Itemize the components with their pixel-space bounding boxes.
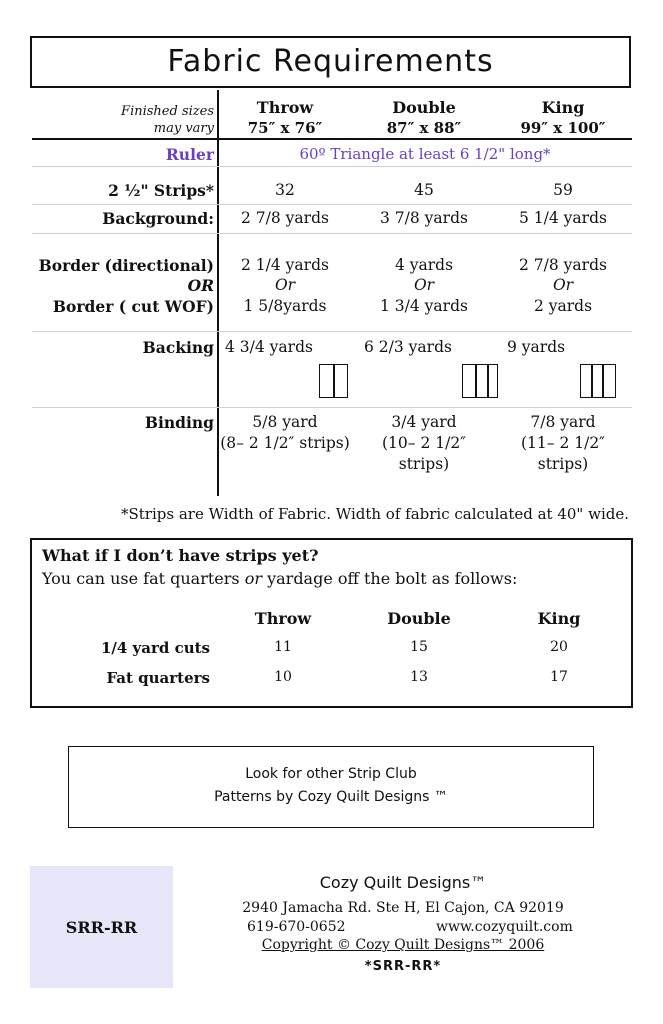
copyright-text: Copyright © Cozy Quilt Designs™ 2006 bbox=[261, 937, 545, 953]
binding-strips-throw: (8– 2 1/2″ strips) bbox=[220, 434, 350, 452]
column-header-throw: Throw bbox=[256, 98, 314, 117]
border-directional-label: Border (directional) bbox=[38, 256, 214, 275]
strips-double: 45 bbox=[414, 181, 434, 199]
strips-box-cell: 17 bbox=[550, 669, 568, 685]
promo-line1: Look for other Strip Club bbox=[245, 766, 417, 782]
sku-label: SRR-RR bbox=[65, 918, 138, 937]
backing-throw: 4 3/4 yards bbox=[225, 338, 313, 356]
strips-box-col-double: Double bbox=[387, 609, 451, 628]
strips-box-subtext-after: yardage off the bolt as follows: bbox=[262, 569, 518, 588]
border-directional-king: 2 7/8 yards bbox=[519, 256, 607, 274]
backing-panels-double-icon bbox=[462, 364, 498, 398]
barcode-text: *SRR-RR* bbox=[364, 959, 442, 974]
column-size-throw: 75″ x 76″ bbox=[247, 119, 323, 137]
title-box bbox=[30, 36, 631, 88]
border-or-throw: Or bbox=[274, 276, 296, 294]
company-phone: 619-670-0652 bbox=[247, 919, 346, 935]
page-title: Fabric Requirements bbox=[167, 44, 494, 79]
binding-label: Binding bbox=[144, 413, 214, 432]
strips-box-cell: 11 bbox=[274, 639, 292, 655]
strips-box-subtext-or: or bbox=[244, 569, 262, 588]
strips-box-cell: 15 bbox=[410, 639, 428, 655]
copyright bbox=[200, 937, 606, 953]
binding-strips-king-line2: strips) bbox=[537, 455, 589, 473]
header-note-line1: Finished sizes bbox=[121, 104, 214, 119]
border-or-king: Or bbox=[552, 276, 574, 294]
column-size-king: 99″ x 100″ bbox=[520, 119, 606, 137]
strips-box-heading: What if I don’t have strips yet? bbox=[42, 546, 319, 565]
promo-line2: Patterns by Cozy Quilt Designs ™ bbox=[214, 789, 448, 805]
ruler-value: 60º Triangle at least 6 1/2" long* bbox=[299, 145, 551, 163]
border-wof-double: 1 3/4 yards bbox=[380, 297, 468, 315]
backing-panels-king-icon bbox=[580, 364, 616, 398]
backing-king: 9 yards bbox=[507, 338, 566, 356]
company-website[interactable]: www.cozyquilt.com bbox=[436, 919, 573, 935]
row-divider bbox=[32, 407, 632, 408]
strips-king: 59 bbox=[553, 181, 573, 199]
ruler-label: Ruler bbox=[165, 145, 214, 164]
strips-box-cell: 20 bbox=[550, 639, 568, 655]
border-directional-throw: 2 1/4 yards bbox=[241, 256, 329, 274]
binding-strips-double: (10– 2 1/2″ bbox=[382, 434, 466, 452]
binding-yards-double: 3/4 yard bbox=[391, 413, 457, 431]
strips-box-cell: 10 bbox=[274, 669, 292, 685]
strips-box-row-label: 1/4 yard cuts bbox=[100, 639, 210, 657]
strips-box-row-label: Fat quarters bbox=[106, 669, 210, 687]
strips-throw: 32 bbox=[275, 181, 295, 199]
strips-box-subtext-before: You can use fat quarters bbox=[42, 569, 245, 588]
background-label: Background: bbox=[102, 209, 214, 228]
header-divider bbox=[32, 138, 632, 140]
strips-label: 2 ½" Strips* bbox=[108, 181, 214, 200]
background-throw: 2 7/8 yards bbox=[241, 209, 329, 227]
border-wof-king: 2 yards bbox=[533, 297, 593, 315]
strips-box-col-throw: Throw bbox=[254, 609, 312, 628]
background-king: 5 1/4 yards bbox=[519, 209, 607, 227]
header-note-line2: may vary bbox=[153, 121, 214, 136]
backing-label: Backing bbox=[142, 338, 214, 357]
row-divider bbox=[32, 331, 632, 332]
promo-box bbox=[68, 746, 594, 828]
border-directional-double: 4 yards bbox=[394, 256, 454, 274]
column-header-double: Double bbox=[392, 98, 456, 117]
binding-strips-double-line2: strips) bbox=[398, 455, 450, 473]
row-divider bbox=[32, 233, 632, 234]
binding-yards-throw: 5/8 yard bbox=[252, 413, 318, 431]
backing-panels-throw-icon bbox=[319, 364, 348, 398]
strips-box-col-king: King bbox=[537, 609, 581, 628]
border-or-double: Or bbox=[413, 276, 435, 294]
binding-strips-king: (11– 2 1/2″ bbox=[521, 434, 605, 452]
column-size-double: 87″ x 88″ bbox=[386, 119, 462, 137]
border-or-label: OR bbox=[187, 276, 214, 295]
strips-box-subtext bbox=[42, 569, 517, 588]
border-wof-label: Border ( cut WOF) bbox=[52, 297, 214, 316]
company-address: 2940 Jamacha Rd. Ste H, El Cajon, CA 92019 bbox=[242, 900, 564, 916]
border-wof-throw: 1 5/8yards bbox=[243, 297, 327, 315]
binding-yards-king: 7/8 yard bbox=[530, 413, 596, 431]
footnote: *Strips are Width of Fabric. Width of fabric calculated at 40" wide. bbox=[121, 505, 629, 523]
row-divider bbox=[32, 204, 632, 205]
row-divider bbox=[32, 166, 632, 167]
backing-double: 6 2/3 yards bbox=[364, 338, 452, 356]
background-double: 3 7/8 yards bbox=[380, 209, 468, 227]
company-name: Cozy Quilt Designs™ bbox=[319, 873, 487, 892]
strips-box-cell: 13 bbox=[410, 669, 428, 685]
column-header-king: King bbox=[541, 98, 585, 117]
